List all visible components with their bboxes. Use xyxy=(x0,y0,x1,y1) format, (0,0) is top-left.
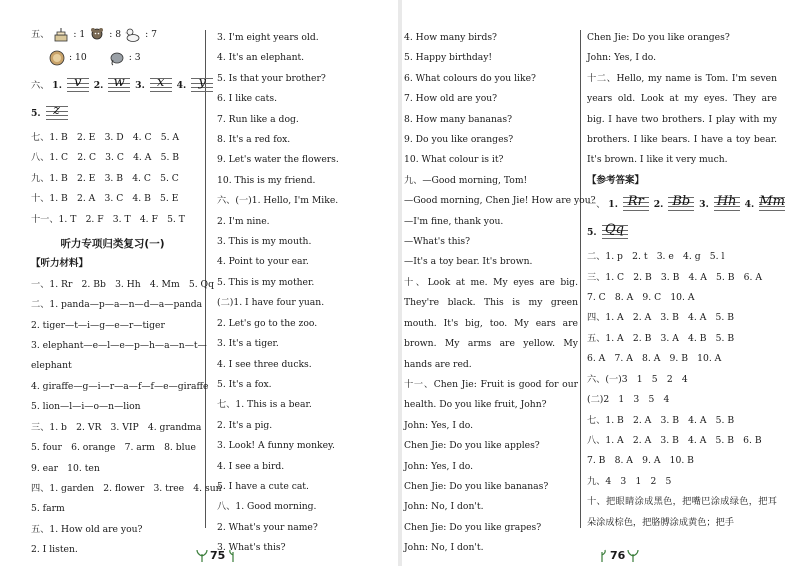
answer-line: 三、1. C 2. B 3. B 4. A 5. B 6. A xyxy=(587,271,762,283)
page-number-text: 76 xyxy=(610,548,626,562)
lion-icon xyxy=(49,50,65,66)
text-line: 9. Let's water the flowers. xyxy=(217,154,339,166)
text-line: 六、(一)1. Hello, I'm Mike. xyxy=(217,195,339,207)
handwriting-answer-row xyxy=(587,191,785,221)
handwriting-answer-row xyxy=(31,70,206,102)
text-line: 二、1. panda—p—a—n—d—a—panda xyxy=(31,299,203,311)
answer-line: 九、1. B 2. E 3. B 4. C 5. C xyxy=(31,172,179,184)
left-column-2 xyxy=(217,28,387,554)
passage-paragraph: 十、Look at me. My eyes are big. They're black. This is my green mouth. It's big, too. My ears are brown. My arms are yellow. My hands are red. xyxy=(404,276,578,370)
text-line: 6. I like cats. xyxy=(217,93,277,105)
handwriting-answer-row xyxy=(31,102,194,128)
text-line: 2. It's a pig. xyxy=(217,419,273,431)
text-line: 7. Run like a dog. xyxy=(217,113,299,125)
left-page xyxy=(0,0,398,566)
text-line: 2. What's your name? xyxy=(217,521,318,533)
section-label: 五、 xyxy=(31,28,50,40)
text-line: (二)1. I have four yuan. xyxy=(217,297,325,309)
right-column-1 xyxy=(404,28,596,554)
passage-paragraph: 十二、Hello, my name is Tom. I'm seven years old. Look at my eyes. They are big. I have two brothers. I play with my brothers. I like bears. I have a toy bear. It's brown. I like it very much. xyxy=(587,72,777,166)
text-line: 3. What's this? xyxy=(217,542,286,554)
page-number-right xyxy=(596,548,639,562)
item-number: 4. xyxy=(744,199,755,211)
right-column-2 xyxy=(587,28,785,532)
text-line: John: Yes, I do. xyxy=(404,419,474,431)
page-number-left xyxy=(196,548,239,562)
text-line: 2. Let's go to the zoo. xyxy=(217,317,318,329)
text-line: Chen Jie: Do you like apples? xyxy=(404,440,540,452)
text-line: 五、1. How old are you? xyxy=(31,523,143,535)
text-line: —I'm fine, thank you. xyxy=(404,215,504,227)
text-line: 4. Point to your ear. xyxy=(217,256,309,268)
item-number: 2. xyxy=(653,199,664,211)
text-line: 5. This is my mother. xyxy=(217,276,315,288)
answer-letter: w xyxy=(113,75,125,90)
text-line: 4. I see three ducks. xyxy=(217,358,312,370)
text-line: 3. It's a tiger. xyxy=(217,338,279,350)
text-line: 8. How many bananas? xyxy=(404,113,513,125)
text-line: 3. This is my mouth. xyxy=(217,236,312,248)
text-line: 6. What colours do you like? xyxy=(404,72,536,84)
picture-count-row xyxy=(31,46,194,70)
answer-line: 八、1. A 2. A 3. B 4. A 5. B 6. B xyxy=(587,434,762,446)
item-number: 2. xyxy=(93,80,104,91)
text-line: 5. Happy birthday! xyxy=(404,52,493,64)
answer-line: 十、1. B 2. A 3. C 4. B 5. E xyxy=(31,193,179,205)
answer-letter: Bb xyxy=(672,194,691,210)
text-line: 10. What colour is it? xyxy=(404,154,504,166)
section-title: 听力专项归类复习(一) xyxy=(60,238,165,251)
item-number: 5. xyxy=(31,108,41,119)
text-line: 2. I listen. xyxy=(31,544,78,556)
picture-count-row xyxy=(31,24,194,46)
text-line: John: Yes, I do. xyxy=(587,52,657,64)
plant-icon xyxy=(227,548,239,562)
section-label: 一、 xyxy=(587,199,606,211)
text-line: 九、—Good morning, Tom! xyxy=(404,174,528,186)
text-line: elephant xyxy=(31,360,72,372)
answer-line: 7. C 8. A 9. C 10. A xyxy=(587,292,695,304)
text-line: 3. elephant—e—l—e—p—h—a—n—t— xyxy=(31,340,207,352)
text-line: Chen Jie: Do you like bananas? xyxy=(404,480,549,492)
answer-line: 九、4 3 1 2 5 xyxy=(587,475,672,487)
answer-line: 十一、1. T 2. F 3. T 4. F 5. T xyxy=(31,213,185,225)
plant-icon xyxy=(196,548,208,562)
text-line: 4. I see a bird. xyxy=(217,460,285,472)
right-page xyxy=(402,0,800,566)
text-line: Chen Jie: Do you like oranges? xyxy=(587,32,730,43)
left-column-1 xyxy=(31,24,222,556)
writing-lines xyxy=(150,76,172,92)
plant-icon xyxy=(627,548,639,562)
writing-lines xyxy=(668,195,694,211)
text-line: 5. four 6. orange 7. arm 8. blue xyxy=(31,442,196,454)
writing-lines xyxy=(191,76,213,92)
text-line: 三、1. b 2. VR 3. VIP 4. grandma xyxy=(31,421,202,433)
text-line: 4. It's an elephant. xyxy=(217,52,305,64)
item-number: 1. xyxy=(52,80,62,91)
text-line: 7. How old are you? xyxy=(404,93,498,105)
writing-lines xyxy=(602,223,628,239)
item-number: 1. xyxy=(608,199,618,211)
text-line: John: No, I don't. xyxy=(404,501,484,513)
handwriting-answer-row xyxy=(587,221,777,247)
text-line: Chen Jie: Do you like grapes? xyxy=(404,521,542,533)
text-line: 3. I'm eight years old. xyxy=(217,32,319,43)
text-line: 5. I have a cute cat. xyxy=(217,480,309,492)
bear-icon xyxy=(89,27,105,43)
text-line: —Good morning, Chen Jie! How are you? xyxy=(404,195,596,207)
text-line: 5. It's a fox. xyxy=(217,378,272,390)
text-line: 5. lion—l—i—o—n—lion xyxy=(31,401,141,413)
answer-letter: Mm xyxy=(759,194,785,210)
writing-lines xyxy=(108,76,130,92)
text-line: 4. giraffe—g—i—r—a—f—f—e—giraffe xyxy=(31,380,209,392)
answer-letter: Qq xyxy=(605,222,624,238)
count-text: : 7 xyxy=(145,28,157,40)
answers-tag: 【参考答案】 xyxy=(587,174,645,186)
text-line: 9. ear 10. ten xyxy=(31,462,100,474)
answer-letter: y xyxy=(198,75,206,90)
count-text: : 1 xyxy=(73,28,86,40)
answer-letter: x xyxy=(157,75,165,90)
answer-line: 七、1. B 2. E 3. D 4. C 5. A xyxy=(31,132,180,143)
text-line: —What's this? xyxy=(404,236,471,248)
text-line: 4. How many birds? xyxy=(404,32,497,43)
text-line: 2. I'm nine. xyxy=(217,215,270,227)
passage-paragraph: 十、把眼睛涂成黑色，把嘴巴涂成绿色，把耳朵涂成棕色，把胳膊涂成黄色；把手 xyxy=(587,496,777,528)
writing-lines xyxy=(714,195,740,211)
text-line: 3. Look! A funny monkey. xyxy=(217,440,335,452)
text-line: 10. This is my friend. xyxy=(217,174,316,186)
item-number: 3. xyxy=(699,199,709,211)
page-number-text: 75 xyxy=(210,548,226,562)
text-line: John: No, I don't. xyxy=(404,542,484,554)
writing-lines xyxy=(623,195,649,211)
count-text: : 3 xyxy=(128,51,141,63)
plant-icon xyxy=(596,548,608,562)
text-line: 2. tiger—t—i—g—e—r—tiger xyxy=(31,319,165,331)
answer-letter: v xyxy=(74,75,82,90)
cake-icon xyxy=(53,27,69,43)
text-line: 9. Do you like oranges? xyxy=(404,134,514,146)
answer-line: 7. B 8. A 9. A 10. B xyxy=(587,455,694,467)
answer-line: (二)2 1 3 5 4 xyxy=(587,394,670,406)
answer-letter: Hh xyxy=(716,194,737,210)
materials-tag: 【听力材料】 xyxy=(31,258,89,270)
answer-line: 七、1. B 2. A 3. B 4. A 5. B xyxy=(587,414,735,426)
answer-line: 五、1. A 2. B 3. A 4. B 5. B xyxy=(587,332,735,344)
answer-line: 六、(一)3 1 5 2 4 xyxy=(587,373,688,385)
answer-line: 八、1. C 2. C 3. C 4. A 5. B xyxy=(31,152,180,164)
duck-icon xyxy=(125,27,141,43)
item-number: 3. xyxy=(135,80,145,91)
text-line: John: Yes, I do. xyxy=(404,460,474,472)
text-line: 八、1. Good morning. xyxy=(217,501,317,513)
writing-lines xyxy=(67,76,89,92)
text-line: 一、1. Rr 2. Bb 3. Hh 4. Mm 5. Qq xyxy=(31,278,214,290)
answer-letter: Rr xyxy=(627,194,644,210)
writing-lines xyxy=(759,195,785,211)
answer-line: 四、1. A 2. A 3. B 4. A 5. B xyxy=(587,312,734,324)
section-label: 六、 xyxy=(31,80,50,91)
answer-letter: z xyxy=(53,103,60,118)
elephant-icon xyxy=(109,50,125,66)
count-text: : 10 xyxy=(69,51,87,63)
text-line: 8. It's a red fox. xyxy=(217,134,291,146)
text-line: —It's a toy bear. It's brown. xyxy=(404,256,533,268)
writing-lines xyxy=(46,104,68,120)
text-line: 七、1. This is a bear. xyxy=(217,399,312,411)
answer-line: 二、1. p 2. t 3. e 4. g 5. l xyxy=(587,251,725,263)
passage-paragraph: 十一、Chen Jie: Fruit is good for our health. Do you like fruit, John? xyxy=(404,378,578,411)
text-line: 5. farm xyxy=(31,503,65,515)
item-number: 4. xyxy=(176,80,187,91)
text-line: 5. Is that your brother? xyxy=(217,72,326,84)
answer-line: 6. A 7. A 8. A 9. B 10. A xyxy=(587,353,722,365)
count-text: : 8 xyxy=(109,28,122,40)
item-number: 5. xyxy=(587,227,597,239)
text-line: 四、1. garden 2. flower 3. tree 4. sun xyxy=(31,482,222,494)
